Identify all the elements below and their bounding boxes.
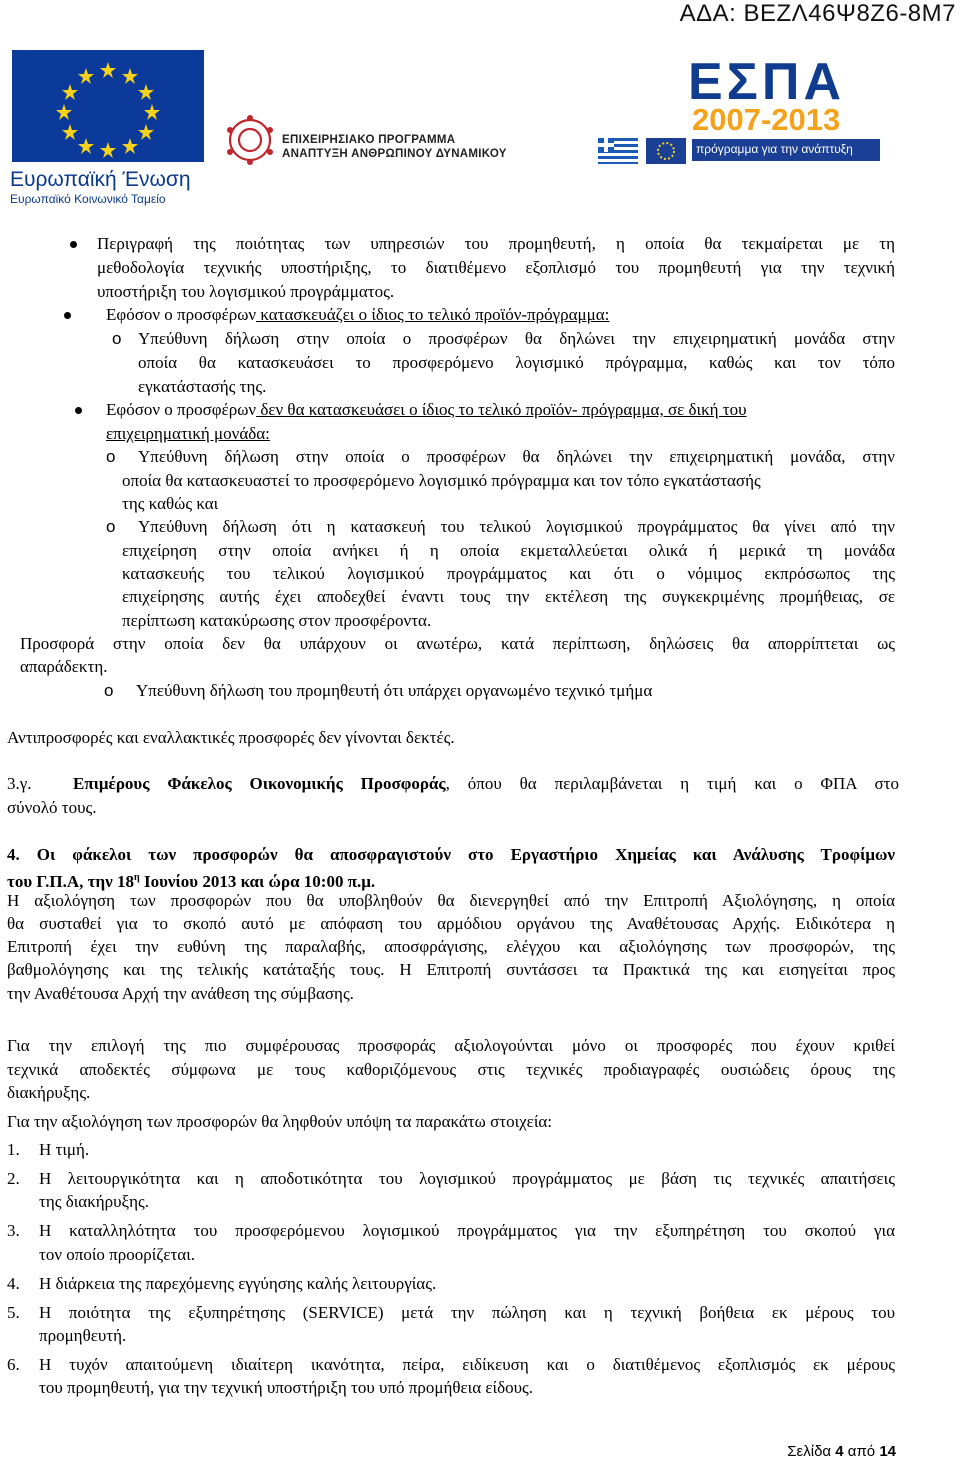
section-text: , όπου θα περιλαμβάνεται η τιμή και ο ΦΠΑ στο	[445, 774, 899, 793]
paragraph-line: επιχειρηματική μονάδα:	[106, 424, 270, 443]
list-item: Η καταλληλότητα του προσφερόμενου λογισμικού προγράμματος για την εξυπηρέτηση του σκοπού για	[39, 1221, 895, 1240]
list-number: 2.	[7, 1169, 20, 1188]
paragraph-line: Περιγραφή της ποιότητας των υπηρεσιών του προμηθευτή, η οποία θα τεκμαίρεται με τη	[97, 234, 895, 253]
list-item: προμηθευτή.	[39, 1326, 127, 1345]
sub-bullet-icon: o	[106, 447, 116, 466]
paragraph-line: την Αναθέτουσα Αρχή την ανάθεση της σύμβασης.	[7, 984, 354, 1003]
page-total: 14	[879, 1443, 896, 1459]
paragraph-line: διακήρυξης.	[7, 1083, 91, 1102]
page-label: Σελίδα	[787, 1443, 836, 1459]
list-item: Η τιμή.	[39, 1140, 90, 1159]
paragraph-line	[73, 774, 899, 794]
list-number: 3.	[7, 1221, 20, 1240]
list-number: 5.	[7, 1303, 20, 1322]
paragraph-line: Αντιπροσφορές και εναλλακτικές προσφορές δεν γίνονται δεκτές.	[7, 728, 455, 747]
paragraph-line: Υπεύθυνη δήλωση του προμηθευτή ότι υπάρχει οργανωμένο τεχνικό τμήμα	[136, 681, 653, 700]
sub-bullet-icon: o	[106, 517, 116, 536]
op-emblem-icon	[220, 110, 280, 180]
paragraph-line	[106, 305, 609, 325]
op-title-line2: ΑΝΑΠΤΥΞΗ ΑΝΘΡΩΠΙΝΟΥ ΔΥΝΑΜΙΚΟΥ	[282, 148, 507, 160]
list-item: Η τυχόν απαιτούμενη ιδιαίτερη ικανότητα, πείρα, ειδίκευση και ο διατιθέμενος εξοπλισμός εκ μέρους	[39, 1355, 895, 1374]
condition-text: Εφόσον ο προσφέρων	[106, 305, 257, 324]
list-item: της διακήρυξης.	[39, 1192, 150, 1211]
section-heading	[7, 868, 375, 892]
paragraph-line: βαθμολόγησης και της τελικής κατάταξής τους. Η Επιτροπή συντάσσει τα Πρακτικά της και εισηγείται προς	[7, 960, 895, 979]
paragraph-line: Η αξιολόγηση των προσφορών που θα υποβληθούν θα διενεργηθεί από την Επιτροπή Αξιολόγησης, η οποία	[7, 891, 895, 910]
eu-flag-icon	[12, 50, 204, 162]
list-item: τον οποίο προορίζεται.	[39, 1245, 196, 1264]
ada-code: ΑΔΑ: ΒΕΖΛ46Ψ8Ζ6-8Μ7	[679, 0, 956, 27]
date-sup: η	[134, 872, 140, 883]
list-item: του προμηθευτή, για την τεχνική υποστήριξη του υπό προμήθεια είδους.	[39, 1378, 533, 1397]
paragraph-line: Για την αξιολόγηση των προσφορών θα ληφθούν υπόψη τα παρακάτω στοιχεία:	[7, 1112, 553, 1131]
paragraph-line: Υπεύθυνη δήλωση στην οποία ο προσφέρων θα δηλώνει την επιχειρηματική μονάδα, στην	[138, 447, 895, 466]
sub-bullet-icon: o	[112, 329, 122, 348]
page-number	[787, 1443, 896, 1459]
list-number: 4.	[7, 1274, 20, 1293]
paragraph-line: σύνολό τους.	[7, 798, 97, 817]
paragraph-line	[106, 400, 747, 420]
list-number: 6.	[7, 1355, 20, 1374]
paragraph-line: οποία θα κατασκευαστεί το προσφερόμενο λογισμικό πρόγραμμα και τον τόπο εγκατάστασής	[122, 471, 761, 490]
list-number: 1.	[7, 1140, 20, 1159]
section-heading: 4. Οι φάκελοι των προσφορών θα αποσφραγιστούν στο Εργαστήριο Χημείας και Ανάλυσης Τροφίμων	[7, 845, 895, 864]
paragraph-line: υποστήριξη του λογισμικού προγράμματος.	[97, 282, 395, 301]
paragraph-line: μεθοδολογία τεχνικής υποστήριξης, το διατιθέμενο εξοπλισμό του προμηθευτή για την τεχνική	[97, 258, 895, 277]
condition-text: Εφόσον ο προσφέρων	[106, 400, 257, 419]
bullet-icon	[75, 407, 82, 414]
list-item: Η λειτουργικότητα και η αποδοτικότητα του λογισμικού προγράμματος με βάση τις τεχνικές απαιτήσεις	[39, 1169, 895, 1188]
paragraph-line: περίπτωση κατακύρωσης στον προσφέροντα.	[122, 611, 432, 630]
eu-name: Ευρωπαϊκή Ένωση	[10, 168, 191, 191]
eu-logo	[8, 46, 204, 206]
espa-slogan: πρόγραμμα για την ανάπτυξη	[696, 142, 853, 156]
paragraph-line: της καθώς και	[122, 494, 219, 513]
list-item: Η ποιότητα της εξυπηρέτησης (SERVICE) μετά την πώληση και η τεχνική βοήθεια εκ μέρους του	[39, 1303, 895, 1322]
list-item: Η διάρκεια της παρεχόμενης εγγύησης καλής λειτουργίας.	[39, 1274, 437, 1293]
date-text-rest: Ιουνίου 2013 και ώρα 10:00 π.μ.	[139, 872, 376, 891]
date-text: του Γ.Π.Α, την 18	[7, 872, 135, 891]
paragraph-line: επιχείρηση στην οποία ανήκει ή η οποία εκμεταλλεύεται ολικά ή μερικά τη μονάδα	[122, 541, 895, 560]
paragraph-line: Για την επιλογή της πιο συμφέρουσας προσφοράς αξιολογούνται μόνο οι προσφορές που έχουν κριθεί	[7, 1036, 895, 1055]
paragraph-line: κατασκευής του τελικού λογισμικού προγράμματος και ότι ο νόμιμος εκπρόσωπος της	[122, 564, 895, 583]
paragraph-line: Υπεύθυνη δήλωση ότι η κατασκευή του τελικού λογισμικού προγράμματος θα γίνει από την	[138, 517, 895, 536]
paragraph-line: Προσφορά στην οποία δεν θα υπάρχουν οι ανωτέρω, κατά περίπτωση, δηλώσεις θα απορρίπτεται ως	[20, 634, 895, 653]
espa-years: 2007-2013	[692, 102, 841, 137]
page-of: από	[843, 1443, 880, 1459]
condition-underlined: κατασκευάζει ο ίδιος το τελικό προϊόν-πρόγραμμα:	[256, 305, 610, 324]
section-heading: Επιμέρους Φάκελος Οικονομικής Προσφοράς	[73, 774, 446, 793]
op-title-line1: ΕΠΙΧΕΙΡΗΣΙΑΚΟ ΠΡΟΓΡΑΜΜΑ	[282, 134, 456, 146]
section-number: 3.γ.	[7, 774, 32, 793]
bullet-icon	[70, 241, 77, 248]
paragraph-line: Υπεύθυνη δήλωση στην οποία ο προσφέρων θα δηλώνει την επιχειρηματική μονάδα στην	[138, 329, 895, 348]
paragraph-line: απαράδεκτη.	[20, 657, 108, 676]
operational-programme-logo	[220, 104, 580, 184]
espa-logo	[596, 52, 896, 202]
paragraph-line: θα συσταθεί για το σκοπό αυτό με απόφαση του αρμόδιου οργάνου της Αναθέτουσας Αρχής. Ειδικότερα η	[7, 914, 895, 933]
bullet-icon	[64, 312, 71, 319]
eu-small-flag-icon	[646, 138, 686, 164]
condition-underlined: δεν θα κατασκευάσει ο ίδιος το τελικό προϊόν- πρόγραμμα, σε δική του	[256, 400, 747, 419]
espa-title: ΕΣΠΑ	[688, 53, 845, 111]
paragraph-line: εγκατάστασής της.	[138, 377, 267, 396]
greek-flag-icon	[598, 138, 638, 164]
paragraph-line: επιχείρησης αυτής έχει αποδεχθεί έναντι τους την εκτέλεση της συγκεκριμένης προμήθειας, σε	[122, 587, 895, 606]
paragraph-line: οποία θα κατασκευάσει το προσφερόμενο λογισμικό πρόγραμμα, καθώς και τον τόπο	[138, 353, 895, 372]
paragraph-line: Επιτροπή έχει την ευθύνη της παραλαβής, αποσφράγισης, ελέγχου και αξιολόγησης των προσφορών, της	[7, 937, 895, 956]
page-current: 4	[835, 1443, 844, 1459]
header-logos	[0, 44, 960, 209]
eu-fund: Ευρωπαϊκό Κοινωνικό Ταμείο	[10, 192, 166, 206]
paragraph-line: τεχνικά αποδεκτές σύμφωνα με τους καθοριζόμενους στις τεχνικές προδιαγραφές ουσιώδεις όρους της	[7, 1060, 895, 1079]
sub-bullet-icon: o	[104, 681, 114, 700]
